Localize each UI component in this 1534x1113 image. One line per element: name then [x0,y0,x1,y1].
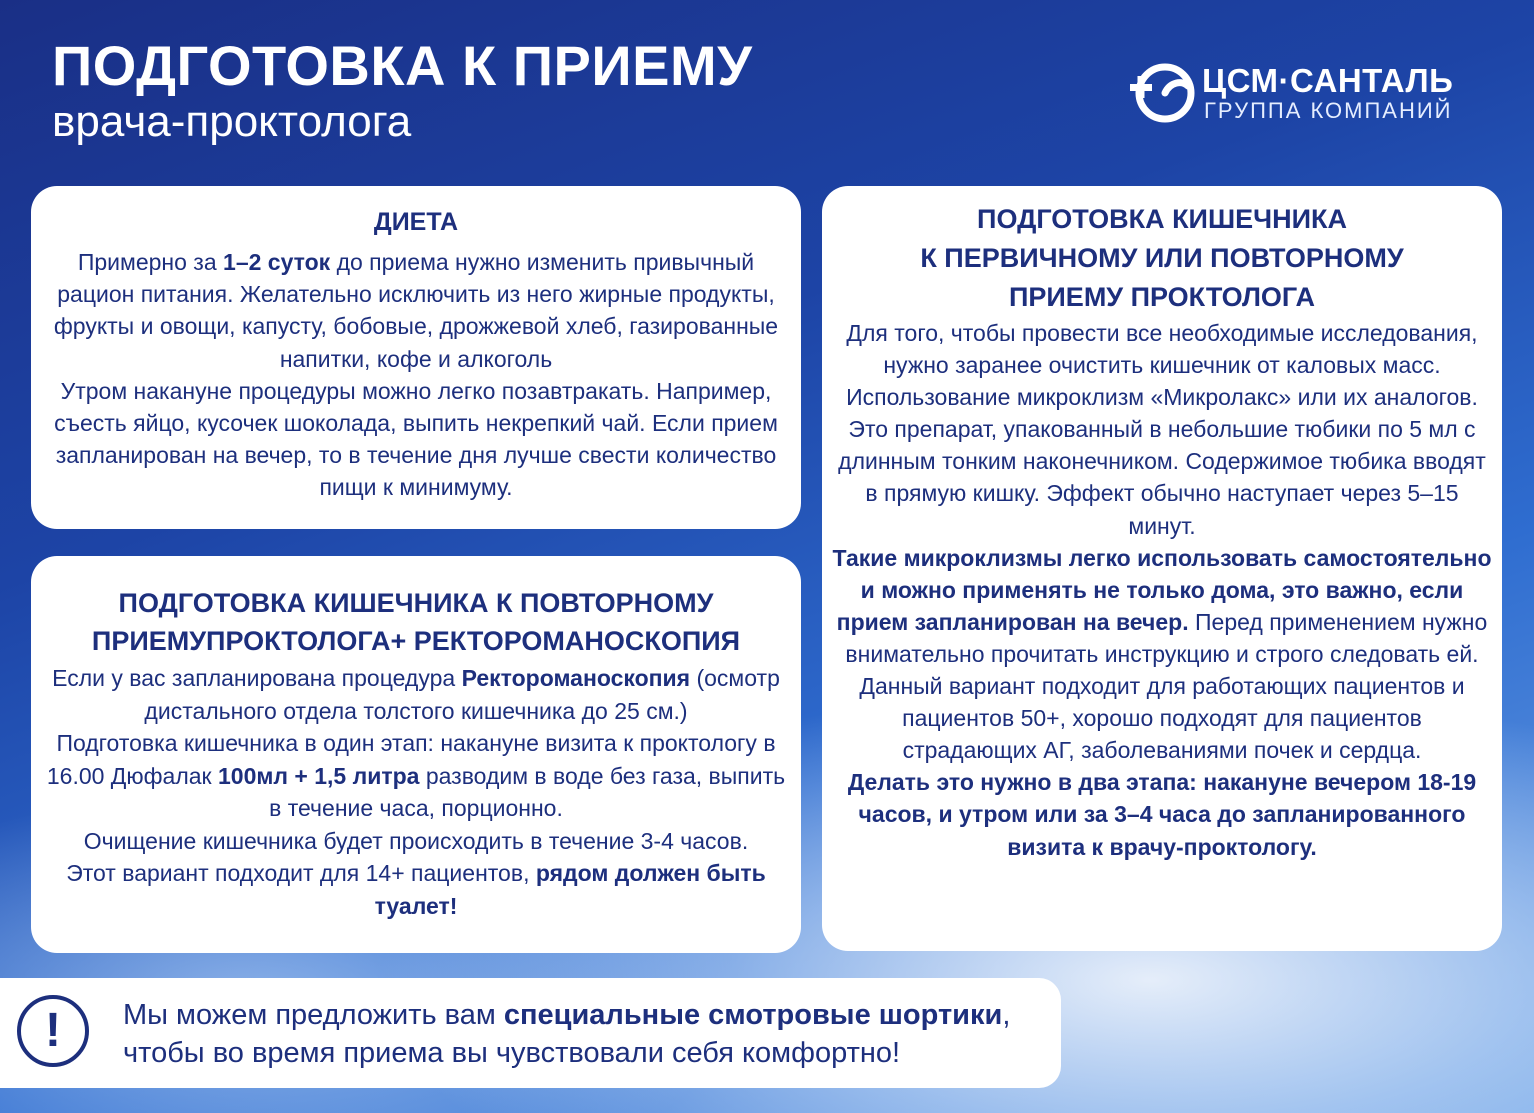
repeat-paragraph-3: Очищение кишечника будет происходить в течение 3-4 часов. [83,827,749,854]
repeat-paragraph-2: Подготовка кишечника в один этап: накануне визита к проктологу в 16.00 Дюфалак 100мл + 1,5 литра разводим в воде без газа, выпить в течение часа, порционно. [46,730,786,821]
title-line-2: врача-проктолога [52,97,412,146]
page-title [52,34,753,146]
company-logo [1130,60,1490,126]
logo-cross-icon [1130,60,1196,126]
primary-paragraph-3: Такие микроклизмы легко использовать самостоятельно и можно применять не только дома, это важно, если прием запланирован на вечер. Перед применением нужно внимательно прочитать инструкцию и строго следовать ей. Данный вариант подходит для работающих пациентов и пациентов 50+, хорошо подходят для пациентов страдающих АГ, заболеваниями почек и сердца. [832,544,1492,764]
exclamation-icon: ! [17,995,89,1067]
repeat-paragraph-1: Если у вас запланирована процедура Ректороманоскопия (осмотр дистального отдела толстого кишечника до 25 см.) [52,665,780,724]
shorts-note-banner [0,978,1061,1088]
primary-paragraph-4: Делать это нужно в два этапа: накануне вечером 18-19 часов, и утром или за 3–4 часа до запланированного визита к врачу-проктологу. [847,769,1477,860]
title-line-1: ПОДГОТОВКА К ПРИЕМУ [52,34,753,97]
diet-title: ДИЕТА [373,208,459,236]
repeat-paragraph-4: Этот вариант подходит для 14+ пациентов, рядом должен быть туалет! [66,860,766,919]
primary-title: ПОДГОТОВКА КИШЕЧНИКА К ПЕРВИЧНОМУ ИЛИ ПОВТОРНОМУ ПРИЕМУ ПРОКТОЛОГА [920,204,1404,312]
primary-paragraph-2: Использование микроклизм «Микролакс» или их аналогов. Это препарат, упакованный в небольшие тюбики по 5 мл с длинным тонким наконечником. Содержимое тюбика вводят в прямую кишку. Эффект обычно наступает через 5–15 минут. [838,384,1486,539]
note-text: Мы можем предложить вам специальные смотровые шортики, чтобы во время приема вы чувствовали себя комфортно! [123,999,1011,1069]
repeat-title: ПОДГОТОВКА КИШЕЧНИКА К ПОВТОРНОМУ ПРИЕМУПРОКТОЛОГА+ РЕКТОРОМАНОСКОПИЯ [91,588,741,656]
primary-visit-card [822,186,1502,951]
diet-paragraph-2: Утром накануне процедуры можно легко позавтракать. Например, съесть яйцо, кусочек шоколада, выпить некрепкий чай. Если прием запланирован на вечер, то в течение дня лучше свести количество пищи к минимуму. [54,377,778,501]
diet-card [31,186,801,529]
diet-paragraph-1: Примерно за 1–2 суток до приема нужно изменить привычный рацион питания. Желательно исключить из него жирные продукты, фрукты и овощи, капусту, бобовые, дрожжевой хлеб, газированные напитки, кофе и алкоголь [53,249,779,372]
logo-subtitle: ГРУППА КОМПАНИЙ [1204,98,1453,123]
repeat-visit-card [31,556,801,953]
logo-name: ЦСМ·САНТАЛЬ [1202,62,1454,99]
primary-paragraph-1: Для того, чтобы провести все необходимые исследования, нужно заранее очистить кишечник от каловых масс. [846,320,1478,379]
